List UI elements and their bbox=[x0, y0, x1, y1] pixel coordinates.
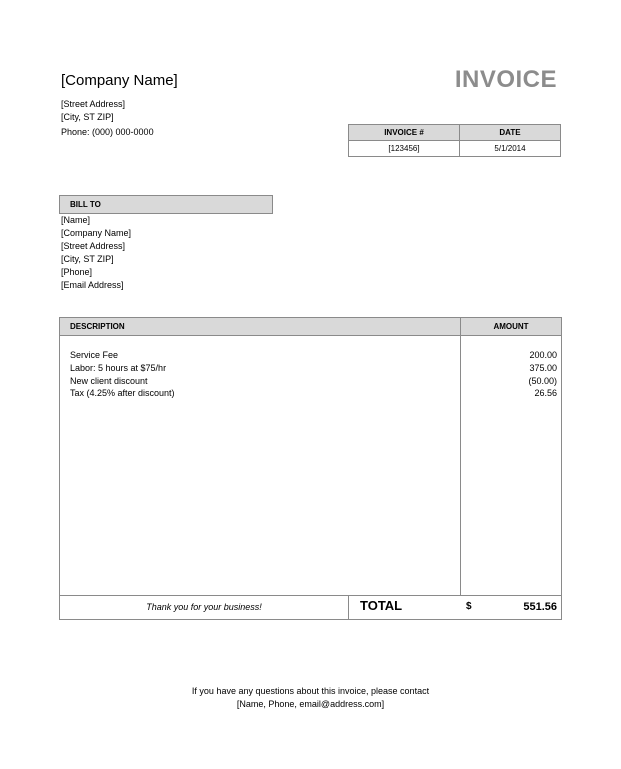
line-item-description: Tax (4.25% after discount) bbox=[70, 388, 175, 398]
line-item-description: Service Fee bbox=[70, 350, 119, 360]
line-item-amount: 26.56 bbox=[534, 388, 557, 398]
date-value: 5/1/2014 bbox=[494, 144, 526, 153]
line-items-table bbox=[59, 317, 562, 620]
footer-contact-line: If you have any questions about this invoice, please contact bbox=[191, 686, 430, 696]
line-item-amount: 375.00 bbox=[529, 363, 557, 373]
amount-header: AMOUNT bbox=[493, 322, 529, 331]
footer-contact-details: [Name, Phone, email@address.com] bbox=[236, 699, 385, 709]
invoice-title: INVOICE bbox=[454, 66, 557, 93]
invoice-number-header: INVOICE # bbox=[349, 125, 459, 141]
bill-to-street: [Street Address] bbox=[61, 241, 126, 251]
company-phone: Phone: (000) 000-0000 bbox=[61, 127, 154, 137]
invoice-number-value: [123456] bbox=[388, 144, 420, 153]
amount-column-divider bbox=[460, 318, 461, 595]
line-item-amount: 200.00 bbox=[529, 350, 557, 360]
company-name: [Company Name] bbox=[61, 72, 178, 89]
date-header: DATE bbox=[460, 125, 560, 141]
bill-to-name: [Name] bbox=[61, 215, 91, 225]
invoice-meta-table bbox=[348, 124, 561, 157]
total-label: TOTAL bbox=[360, 598, 403, 613]
bill-to-header: BILL TO bbox=[59, 195, 273, 214]
total-value: 551.56 bbox=[523, 601, 557, 613]
company-city: [City, ST ZIP] bbox=[61, 112, 114, 122]
bill-to-city: [City, ST ZIP] bbox=[61, 254, 114, 264]
line-item-description: Labor: 5 hours at $75/hr bbox=[70, 363, 167, 373]
line-item-description: New client discount bbox=[70, 376, 148, 386]
bill-to-company: [Company Name] bbox=[61, 228, 132, 238]
line-items-header bbox=[60, 318, 561, 336]
company-street: [Street Address] bbox=[61, 99, 126, 109]
line-item-amount: (50.00) bbox=[528, 376, 557, 386]
total-currency: $ bbox=[466, 601, 472, 612]
thank-you-note: Thank you for your business! bbox=[146, 602, 262, 612]
bill-to-email: [Email Address] bbox=[61, 280, 124, 290]
totals-column-divider bbox=[348, 595, 349, 619]
meta-divider bbox=[459, 125, 460, 156]
bill-to-phone: [Phone] bbox=[61, 267, 93, 277]
description-header: DESCRIPTION bbox=[70, 322, 125, 331]
